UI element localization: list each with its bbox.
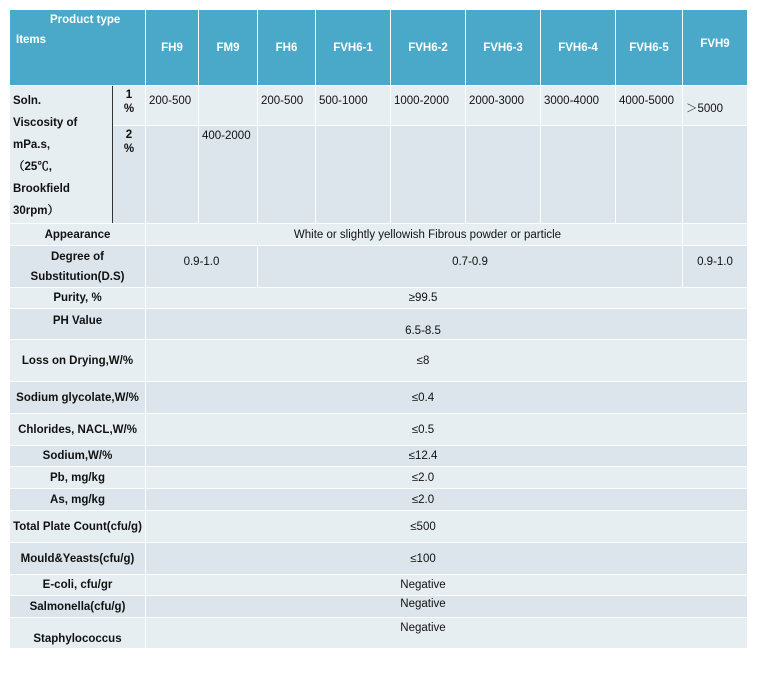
spec-row-total-plate-count bbox=[10, 511, 748, 543]
viscosity-row-1pct bbox=[10, 86, 748, 126]
spec-label: Sodium,W/% bbox=[10, 446, 146, 467]
header-col-fvh6-1: FVH6-1 bbox=[316, 10, 391, 86]
visc-cell bbox=[316, 126, 391, 224]
ds-label-line: Substitution(D.S) bbox=[30, 270, 125, 283]
visc-cell bbox=[466, 126, 541, 224]
visc-cell: 500-1000 bbox=[316, 86, 391, 126]
header-col-fvh9: FVH9 bbox=[683, 10, 748, 86]
visc-cell: 1000-2000 bbox=[391, 86, 466, 126]
header-col-fh6: FH6 bbox=[258, 10, 316, 86]
header-items: Items bbox=[16, 34, 47, 46]
viscosity-row-2pct bbox=[10, 126, 748, 224]
viscosity-label-line: （25℃, bbox=[13, 161, 52, 173]
spec-label: PH Value bbox=[10, 309, 146, 340]
header-items-cell bbox=[10, 10, 146, 86]
pct-sign: % bbox=[123, 143, 135, 155]
spec-row-chlorides bbox=[10, 414, 748, 446]
pct-sign: % bbox=[123, 103, 135, 115]
appearance-label: Appearance bbox=[10, 224, 146, 246]
visc-cell: ＞5000 bbox=[683, 86, 748, 126]
visc-cell: 4000-5000 bbox=[616, 86, 683, 126]
appearance-empty bbox=[683, 224, 748, 246]
visc-cell bbox=[391, 126, 466, 224]
spec-row-pb bbox=[10, 467, 748, 489]
header-product-type: Product type bbox=[50, 14, 121, 26]
header-col-fm9: FM9 bbox=[199, 10, 258, 86]
spec-label: Pb, mg/kg bbox=[10, 467, 146, 489]
spec-value: ≤500 bbox=[146, 511, 748, 543]
ds-label-line: Degree of bbox=[50, 250, 105, 263]
ds-row bbox=[10, 246, 748, 288]
appearance-value: White or slightly yellowish Fibrous powder or particle bbox=[146, 224, 683, 246]
spec-label: Sodium glycolate,W/% bbox=[10, 382, 146, 414]
spec-row-staphylococcus bbox=[10, 618, 748, 649]
spec-label: Mould&Yeasts(cfu/g) bbox=[10, 543, 146, 575]
visc-cell: 200-500 bbox=[146, 86, 199, 126]
viscosity-label-line: Soln. bbox=[13, 95, 42, 107]
spec-label: As, mg/kg bbox=[10, 489, 146, 511]
spec-row-e-coli bbox=[10, 575, 748, 596]
spec-row-purity bbox=[10, 288, 748, 309]
viscosity-label-line: Brookfield bbox=[13, 183, 70, 195]
spec-value: ≤2.0 bbox=[146, 489, 748, 511]
visc-cell bbox=[541, 126, 616, 224]
visc-cell bbox=[258, 126, 316, 224]
spec-table bbox=[9, 9, 748, 649]
spec-label: Salmonella(cfu/g) bbox=[10, 596, 146, 618]
spec-label: Purity, % bbox=[10, 288, 146, 309]
pct-2 bbox=[113, 126, 146, 224]
spec-value: Negative bbox=[146, 596, 748, 618]
spec-value: 6.5-8.5 bbox=[146, 309, 748, 340]
spec-row-sodium bbox=[10, 446, 748, 467]
spec-value: ≤2.0 bbox=[146, 467, 748, 489]
spec-label: E-coli, cfu/gr bbox=[10, 575, 146, 596]
header-col-fvh6-4: FVH6-4 bbox=[541, 10, 616, 86]
spec-value: ≤12.4 bbox=[146, 446, 748, 467]
appearance-row bbox=[10, 224, 748, 246]
ds-middle-value: 0.7-0.9 bbox=[258, 246, 683, 288]
spec-label: Staphylococcus bbox=[10, 618, 146, 649]
pct-number: 1 bbox=[125, 89, 133, 101]
visc-cell bbox=[616, 126, 683, 224]
visc-cell: 2000-3000 bbox=[466, 86, 541, 126]
header-col-fvh6-5: FVH6-5 bbox=[616, 10, 683, 86]
spec-value: ≤0.5 bbox=[146, 414, 748, 446]
visc-cell: 400-2000 bbox=[199, 126, 258, 224]
visc-cell bbox=[683, 126, 748, 224]
viscosity-label-line: 30rpm） bbox=[13, 205, 60, 217]
spec-row-salmonella bbox=[10, 596, 748, 618]
visc-cell bbox=[199, 86, 258, 126]
pct-number: 2 bbox=[125, 129, 133, 141]
spec-label: Total Plate Count(cfu/g) bbox=[10, 511, 146, 543]
spec-label: Loss on Drying,W/% bbox=[10, 340, 146, 382]
viscosity-label-line: Viscosity of bbox=[13, 117, 78, 129]
spec-row-as bbox=[10, 489, 748, 511]
spec-value: Negative bbox=[146, 618, 748, 649]
ds-left-value: 0.9-1.0 bbox=[146, 246, 258, 288]
visc-cell: 200-500 bbox=[258, 86, 316, 126]
spec-row-mould-yeasts bbox=[10, 543, 748, 575]
viscosity-label-line: mPa.s, bbox=[13, 139, 51, 151]
spec-label: Chlorides, NACL,W/% bbox=[10, 414, 146, 446]
visc-cell: 3000-4000 bbox=[541, 86, 616, 126]
viscosity-label bbox=[10, 86, 113, 224]
spec-value: ≤8 bbox=[146, 340, 748, 382]
header-col-fvh6-2: FVH6-2 bbox=[391, 10, 466, 86]
spec-value: Negative bbox=[146, 575, 748, 596]
header-row bbox=[10, 10, 748, 86]
spec-value: ≤0.4 bbox=[146, 382, 748, 414]
header-col-fvh6-3: FVH6-3 bbox=[466, 10, 541, 86]
header-col-fh9: FH9 bbox=[146, 10, 199, 86]
pct-1 bbox=[113, 86, 146, 126]
ds-right-value: 0.9-1.0 bbox=[683, 246, 748, 288]
ds-label bbox=[10, 246, 146, 288]
visc-cell bbox=[146, 126, 199, 224]
spec-row-loss-on-drying bbox=[10, 340, 748, 382]
spec-row-ph bbox=[10, 309, 748, 340]
spec-value: ≥99.5 bbox=[146, 288, 748, 309]
spec-row-sodium-glycolate bbox=[10, 382, 748, 414]
spec-value: ≤100 bbox=[146, 543, 748, 575]
